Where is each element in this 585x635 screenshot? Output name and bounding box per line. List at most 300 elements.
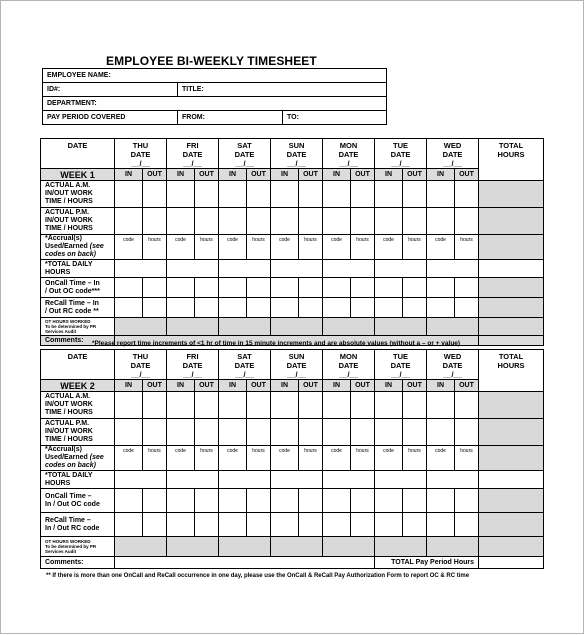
total-daily-cell[interactable] xyxy=(219,471,271,489)
oncall-cell[interactable] xyxy=(115,489,143,513)
oncall-cell[interactable] xyxy=(115,278,143,298)
accrual-hours-cell[interactable]: hours xyxy=(143,235,167,260)
actual-pm-cell[interactable] xyxy=(323,419,351,446)
accrual-code-cell[interactable]: code xyxy=(323,235,351,260)
recall-cell[interactable] xyxy=(427,513,455,537)
out-label: OUT xyxy=(143,380,167,392)
total-daily-cell[interactable] xyxy=(115,471,167,489)
total-hours-line1: TOTAL xyxy=(498,352,524,361)
day-header[interactable] xyxy=(219,350,271,380)
in-label: IN xyxy=(271,380,299,392)
actual-pm-cell[interactable] xyxy=(299,208,323,235)
recall-cell[interactable] xyxy=(455,298,479,318)
comments-total xyxy=(479,336,544,346)
actual-pm-cell[interactable] xyxy=(403,419,427,446)
accrual-line: codes on back) xyxy=(45,462,96,469)
day-date-slash: __/__ xyxy=(235,370,254,379)
day-header[interactable] xyxy=(375,139,427,169)
oncall-cell[interactable] xyxy=(403,489,427,513)
actual-am-cell[interactable] xyxy=(375,181,403,208)
day-date-slash: __/__ xyxy=(183,370,202,379)
oncall-cell[interactable] xyxy=(455,489,479,513)
recall-cell[interactable] xyxy=(271,513,299,537)
day-name: MON xyxy=(339,352,358,361)
out-label: OUT xyxy=(195,380,219,392)
ot-cell[interactable] xyxy=(271,318,323,336)
ot-line: Services Audit xyxy=(45,549,77,554)
day-date-label: DATE xyxy=(338,361,359,370)
accrual-hours-cell[interactable]: hours xyxy=(403,446,427,471)
total-daily-label xyxy=(41,260,115,278)
recall-cell[interactable] xyxy=(323,513,351,537)
ot-cell[interactable] xyxy=(115,537,167,557)
actual-pm-cell[interactable] xyxy=(299,419,323,446)
total-daily-label xyxy=(41,471,115,489)
recall-cell[interactable] xyxy=(195,513,219,537)
day-name: MON xyxy=(339,141,358,150)
recall-cell[interactable] xyxy=(115,513,143,537)
accrual-code-cell[interactable]: code xyxy=(167,446,195,471)
total-hours-header xyxy=(479,350,544,392)
actual-am-label-line: ACTUAL A.M. xyxy=(45,393,91,400)
day-header[interactable] xyxy=(427,350,479,380)
out-label: OUT xyxy=(299,169,323,181)
actual-am-cell[interactable] xyxy=(195,392,219,419)
accrual-code-cell[interactable]: code xyxy=(115,235,143,260)
oncall-cell[interactable] xyxy=(271,489,299,513)
accrual-code-cell[interactable]: code xyxy=(323,446,351,471)
recall-cell[interactable] xyxy=(219,513,247,537)
oncall-total[interactable] xyxy=(479,278,544,298)
actual-pm-total[interactable] xyxy=(479,208,544,235)
recall-cell[interactable] xyxy=(247,298,271,318)
recall-cell[interactable] xyxy=(167,298,195,318)
actual-am-total[interactable] xyxy=(479,392,544,419)
from-field[interactable]: FROM: xyxy=(178,111,283,125)
day-date-slash: __/__ xyxy=(131,370,150,379)
accrual-hours-cell[interactable]: hours xyxy=(299,235,323,260)
total-daily-label-line: HOURS xyxy=(45,268,71,276)
oncall-cell[interactable] xyxy=(219,278,247,298)
actual-pm-cell[interactable] xyxy=(351,419,375,446)
actual-am-cell[interactable] xyxy=(271,181,299,208)
out-label: OUT xyxy=(351,380,375,392)
actual-pm-cell[interactable] xyxy=(247,208,271,235)
accrual-hours-cell[interactable]: hours xyxy=(351,446,375,471)
comments-field[interactable] xyxy=(115,557,375,569)
day-header[interactable] xyxy=(427,139,479,169)
out-label: OUT xyxy=(403,380,427,392)
total-daily-cell[interactable] xyxy=(271,471,323,489)
day-header[interactable] xyxy=(271,350,323,380)
total-daily-label-line: HOURS xyxy=(45,479,71,487)
actual-am-cell[interactable] xyxy=(455,392,479,419)
oncall-cell[interactable] xyxy=(247,489,271,513)
comments-label: Comments: xyxy=(41,557,115,569)
oncall-label xyxy=(41,278,115,298)
recall-cell[interactable] xyxy=(299,513,323,537)
accrual-hours-cell[interactable]: hours xyxy=(403,235,427,260)
recall-cell[interactable] xyxy=(427,298,455,318)
day-header[interactable] xyxy=(375,350,427,380)
in-label: IN xyxy=(427,380,455,392)
accrual-hours-cell[interactable]: hours xyxy=(455,446,479,471)
actual-am-cell[interactable] xyxy=(219,392,247,419)
actual-pm-cell[interactable] xyxy=(195,208,219,235)
total-hours-line2: HOURS xyxy=(497,150,525,159)
accrual-total[interactable] xyxy=(479,446,544,471)
ot-cell[interactable] xyxy=(219,537,271,557)
day-header[interactable] xyxy=(323,350,375,380)
total-daily-cell[interactable] xyxy=(323,260,375,278)
oncall-cell[interactable] xyxy=(195,278,219,298)
day-name: TUE xyxy=(393,141,408,150)
accrual-hours-cell[interactable]: hours xyxy=(195,446,219,471)
ot-cell[interactable] xyxy=(167,537,219,557)
day-name: SUN xyxy=(288,141,305,150)
actual-pm-cell[interactable] xyxy=(195,419,219,446)
recall-cell[interactable] xyxy=(375,298,403,318)
oncall-cell[interactable] xyxy=(351,278,375,298)
accrual-hours-cell[interactable]: hours xyxy=(195,235,219,260)
actual-am-cell[interactable] xyxy=(427,392,455,419)
day-date-slash: __/__ xyxy=(339,370,358,379)
day-header[interactable] xyxy=(167,350,219,380)
ot-cell[interactable] xyxy=(167,318,219,336)
recall-cell[interactable] xyxy=(219,298,247,318)
day-date-label: DATE xyxy=(234,150,255,159)
total-pay-period-value[interactable] xyxy=(479,557,544,569)
ot-total[interactable] xyxy=(479,537,544,557)
oncall-cell[interactable] xyxy=(219,489,247,513)
actual-am-label-line: IN/OUT WORK xyxy=(45,190,93,197)
day-name: SAT xyxy=(237,352,252,361)
accrual-hours-cell[interactable]: hours xyxy=(299,446,323,471)
total-daily-cell[interactable] xyxy=(167,471,219,489)
out-label: OUT xyxy=(247,169,271,181)
recall-total[interactable] xyxy=(479,298,544,318)
out-label: OUT xyxy=(247,380,271,392)
oncall-cell[interactable] xyxy=(323,278,351,298)
day-date-slash: __/__ xyxy=(391,370,410,379)
actual-pm-cell[interactable] xyxy=(403,208,427,235)
day-date-label: DATE xyxy=(130,361,151,370)
actual-am-label xyxy=(41,181,115,208)
oncall-cell[interactable] xyxy=(323,489,351,513)
oncall-cell[interactable] xyxy=(375,489,403,513)
accrual-see: (see xyxy=(89,243,104,250)
actual-pm-cell[interactable] xyxy=(115,208,143,235)
ot-line: OT HOURS WORKED xyxy=(45,319,91,324)
actual-am-cell[interactable] xyxy=(143,392,167,419)
actual-am-label-line: TIME / HOURS xyxy=(45,198,93,205)
day-name: WED xyxy=(443,352,462,361)
total-daily-cell[interactable] xyxy=(115,260,167,278)
recall-total[interactable] xyxy=(479,513,544,537)
oncall-cell[interactable] xyxy=(143,278,167,298)
accrual-hours-cell[interactable]: hours xyxy=(247,235,271,260)
actual-pm-cell[interactable] xyxy=(247,419,271,446)
actual-am-cell[interactable] xyxy=(299,392,323,419)
total-daily-cell[interactable] xyxy=(271,260,323,278)
department-field[interactable]: DEPARTMENT: xyxy=(43,97,387,111)
accrual-used: Used/Earned xyxy=(45,243,88,250)
actual-pm-cell[interactable] xyxy=(271,208,299,235)
ot-cell[interactable] xyxy=(323,537,375,557)
day-date-slash: __/__ xyxy=(183,159,202,168)
recall-cell[interactable] xyxy=(351,513,375,537)
recall-cell[interactable] xyxy=(299,298,323,318)
day-header[interactable] xyxy=(219,139,271,169)
accrual-line: codes on back) xyxy=(45,251,96,258)
ot-line: To be determined by PR xyxy=(45,324,97,329)
actual-am-cell[interactable] xyxy=(143,181,167,208)
actual-pm-label-line: IN/OUT WORK xyxy=(45,217,93,224)
title-field[interactable]: TITLE: xyxy=(178,83,387,97)
actual-pm-cell[interactable] xyxy=(351,208,375,235)
accrual-code-cell[interactable]: code xyxy=(427,235,455,260)
recall-cell[interactable] xyxy=(143,298,167,318)
actual-pm-cell[interactable] xyxy=(115,419,143,446)
oncall-cell[interactable] xyxy=(455,278,479,298)
recall-cell[interactable] xyxy=(143,513,167,537)
ot-hours-label xyxy=(41,318,115,336)
to-field[interactable]: TO: xyxy=(283,111,387,125)
oncall-cell[interactable] xyxy=(167,489,195,513)
oncall-cell[interactable] xyxy=(167,278,195,298)
accrual-code-cell[interactable]: code xyxy=(271,446,299,471)
oncall-label-line: OnCall Time – In xyxy=(45,279,100,287)
recall-cell[interactable] xyxy=(167,513,195,537)
ot-cell[interactable] xyxy=(375,537,427,557)
total-daily-cell[interactable] xyxy=(167,260,219,278)
ot-total[interactable] xyxy=(479,318,544,336)
day-header[interactable] xyxy=(115,139,167,169)
recall-cell[interactable] xyxy=(271,298,299,318)
actual-pm-label xyxy=(41,419,115,446)
day-date-label: DATE xyxy=(130,150,151,159)
ot-cell[interactable] xyxy=(219,318,271,336)
actual-am-total[interactable] xyxy=(479,181,544,208)
recall-cell[interactable] xyxy=(195,298,219,318)
accrual-code-cell[interactable]: code xyxy=(271,235,299,260)
accrual-hours-cell[interactable]: hours xyxy=(351,235,375,260)
actual-am-cell[interactable] xyxy=(115,181,143,208)
recall-cell[interactable] xyxy=(351,298,375,318)
actual-am-cell[interactable] xyxy=(167,392,195,419)
day-date-slash: __/__ xyxy=(235,159,254,168)
total-daily-cell[interactable] xyxy=(375,260,427,278)
out-label: OUT xyxy=(455,169,479,181)
actual-am-cell[interactable] xyxy=(351,392,375,419)
day-date-label: DATE xyxy=(442,150,463,159)
day-date-slash: __/__ xyxy=(443,370,462,379)
actual-pm-cell[interactable] xyxy=(427,419,455,446)
actual-pm-cell[interactable] xyxy=(143,419,167,446)
actual-pm-total[interactable] xyxy=(479,419,544,446)
accrual-label xyxy=(41,235,115,260)
oncall-cell[interactable] xyxy=(143,489,167,513)
recall-cell[interactable] xyxy=(247,513,271,537)
day-date-slash: __/__ xyxy=(443,159,462,168)
oncall-total[interactable] xyxy=(479,489,544,513)
day-date-slash: __/__ xyxy=(339,159,358,168)
day-date-label: DATE xyxy=(234,361,255,370)
actual-am-cell[interactable] xyxy=(403,181,427,208)
actual-am-cell[interactable] xyxy=(299,181,323,208)
total-daily-cell[interactable] xyxy=(427,260,479,278)
actual-am-cell[interactable] xyxy=(323,181,351,208)
actual-pm-cell[interactable] xyxy=(427,208,455,235)
accrual-line xyxy=(45,454,114,462)
oncall-cell[interactable] xyxy=(195,489,219,513)
date-header: DATE xyxy=(41,350,115,380)
day-date-slash: __/__ xyxy=(287,159,306,168)
accrual-hours-cell[interactable]: hours xyxy=(455,235,479,260)
actual-pm-label-line: TIME / HOURS xyxy=(45,436,93,443)
accrual-code-cell[interactable]: code xyxy=(375,446,403,471)
actual-am-label-line: IN/OUT WORK xyxy=(45,401,93,408)
ot-cell[interactable] xyxy=(323,318,375,336)
actual-am-cell[interactable] xyxy=(167,181,195,208)
ot-line: OT HOURS WORKED xyxy=(45,539,91,544)
accrual-total[interactable] xyxy=(479,235,544,260)
week-label: WEEK 1 xyxy=(41,169,115,181)
actual-am-cell[interactable] xyxy=(247,392,271,419)
accrual-code-cell[interactable]: code xyxy=(219,446,247,471)
ot-line: Services Audit xyxy=(45,329,77,334)
in-label: IN xyxy=(167,380,195,392)
day-date-slash: __/__ xyxy=(131,159,150,168)
employee-name-field[interactable]: EMPLOYEE NAME: xyxy=(43,69,387,83)
oncall-cell[interactable] xyxy=(299,278,323,298)
recall-label-line: / Out RC code ** xyxy=(45,307,99,315)
actual-am-cell[interactable] xyxy=(427,181,455,208)
oncall-cell[interactable] xyxy=(427,278,455,298)
accrual-code-cell[interactable]: code xyxy=(219,235,247,260)
actual-pm-cell[interactable] xyxy=(219,419,247,446)
actual-pm-cell[interactable] xyxy=(375,419,403,446)
actual-am-cell[interactable] xyxy=(247,181,271,208)
total-pay-period-label: TOTAL Pay Period Hours xyxy=(375,557,479,569)
actual-pm-cell[interactable] xyxy=(455,419,479,446)
day-header[interactable] xyxy=(115,350,167,380)
accrual-code-cell[interactable]: code xyxy=(167,235,195,260)
actual-am-cell[interactable] xyxy=(323,392,351,419)
recall-cell[interactable] xyxy=(115,298,143,318)
ot-cell[interactable] xyxy=(271,537,323,557)
actual-am-cell[interactable] xyxy=(219,181,247,208)
oncall-cell[interactable] xyxy=(271,278,299,298)
actual-am-cell[interactable] xyxy=(403,392,427,419)
total-daily-cell[interactable] xyxy=(427,471,479,489)
actual-am-cell[interactable] xyxy=(351,181,375,208)
day-date-label: DATE xyxy=(442,361,463,370)
in-label: IN xyxy=(375,380,403,392)
accrual-code-cell[interactable]: code xyxy=(115,446,143,471)
actual-pm-cell[interactable] xyxy=(143,208,167,235)
ot-cell[interactable] xyxy=(115,318,167,336)
actual-pm-cell[interactable] xyxy=(219,208,247,235)
oncall-cell[interactable] xyxy=(427,489,455,513)
oncall-cell[interactable] xyxy=(403,278,427,298)
document-title: EMPLOYEE BI-WEEKLY TIMESHEET xyxy=(106,54,317,68)
id-field[interactable]: ID#: xyxy=(43,83,178,97)
actual-pm-cell[interactable] xyxy=(455,208,479,235)
recall-cell[interactable] xyxy=(403,513,427,537)
day-header[interactable] xyxy=(271,139,323,169)
day-date-label: DATE xyxy=(390,361,411,370)
actual-am-cell[interactable] xyxy=(115,392,143,419)
day-header[interactable] xyxy=(167,139,219,169)
day-name: THU xyxy=(132,352,149,361)
accrual-hours-cell[interactable]: hours xyxy=(143,446,167,471)
oncall-label-line: In / Out OC code xyxy=(45,500,100,508)
ot-cell[interactable] xyxy=(427,318,479,336)
total-daily-cell[interactable] xyxy=(219,260,271,278)
actual-pm-cell[interactable] xyxy=(323,208,351,235)
actual-am-cell[interactable] xyxy=(195,181,219,208)
actual-pm-cell[interactable] xyxy=(375,208,403,235)
actual-pm-label-line: TIME / HOURS xyxy=(45,225,93,232)
recall-cell[interactable] xyxy=(403,298,427,318)
oncall-cell[interactable] xyxy=(351,489,375,513)
oncall-cell[interactable] xyxy=(247,278,271,298)
recall-cell[interactable] xyxy=(455,513,479,537)
accrual-code-cell[interactable]: code xyxy=(375,235,403,260)
actual-pm-cell[interactable] xyxy=(271,419,299,446)
in-label: IN xyxy=(427,169,455,181)
actual-pm-cell[interactable] xyxy=(167,208,195,235)
actual-am-cell[interactable] xyxy=(455,181,479,208)
accrual-line: *Accrual(s) xyxy=(45,446,82,453)
actual-pm-label-line: ACTUAL P.M. xyxy=(45,420,90,427)
day-name: SAT xyxy=(237,141,252,150)
oncall-label xyxy=(41,489,115,513)
week1-grid xyxy=(40,138,544,346)
actual-pm-cell[interactable] xyxy=(167,419,195,446)
recall-cell[interactable] xyxy=(323,298,351,318)
actual-am-cell[interactable] xyxy=(271,392,299,419)
accrual-code-cell[interactable]: code xyxy=(427,446,455,471)
day-date-label: DATE xyxy=(286,150,307,159)
date-header: DATE xyxy=(41,139,115,169)
recall-label-line: ReCall Time – In xyxy=(45,299,99,307)
recall-cell[interactable] xyxy=(375,513,403,537)
ot-cell[interactable] xyxy=(427,537,479,557)
oncall-cell[interactable] xyxy=(299,489,323,513)
oncall-cell[interactable] xyxy=(375,278,403,298)
day-header[interactable] xyxy=(323,139,375,169)
day-date-label: DATE xyxy=(182,150,203,159)
accrual-hours-cell[interactable]: hours xyxy=(247,446,271,471)
ot-cell[interactable] xyxy=(375,318,427,336)
week2-grid xyxy=(40,349,544,569)
day-name: TUE xyxy=(393,352,408,361)
total-daily-total[interactable] xyxy=(479,471,544,489)
day-date-slash: __/__ xyxy=(391,159,410,168)
actual-am-cell[interactable] xyxy=(375,392,403,419)
total-daily-total[interactable] xyxy=(479,260,544,278)
accrual-used: Used/Earned xyxy=(45,454,88,461)
total-daily-cell[interactable] xyxy=(323,471,375,489)
total-daily-cell[interactable] xyxy=(375,471,427,489)
total-hours-header xyxy=(479,139,544,181)
in-label: IN xyxy=(167,169,195,181)
week-label: WEEK 2 xyxy=(41,380,115,392)
out-label: OUT xyxy=(351,169,375,181)
out-label: OUT xyxy=(455,380,479,392)
